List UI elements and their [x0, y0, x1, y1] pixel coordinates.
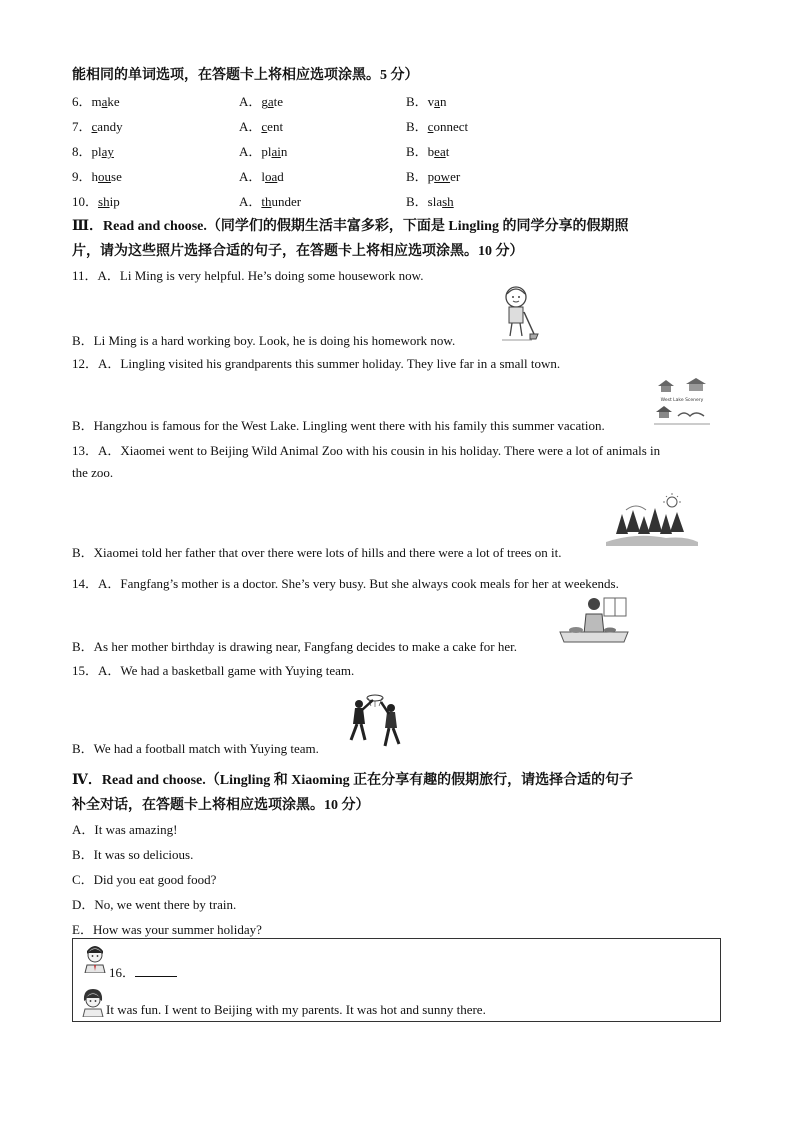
phonics-item-6 [72, 91, 120, 110]
question-number: 9． [72, 169, 92, 184]
dialog-reply: It was fun. I went to Beijing with my parents. It was hot and sunny there. [106, 1002, 486, 1017]
word-part: under [271, 194, 302, 209]
dialog-line-16 [109, 962, 177, 981]
underlined-sound: a [434, 94, 440, 109]
section4-title-line1: Ⅳ．Read and choose.（Lingling 和 Xiaoming 正在分享有趣的假期旅行，请选择合适的句子 [72, 773, 634, 788]
underlined-sound: ow [434, 169, 451, 184]
q14-option-b: B．As her mother birthday is drawing near, Fangfang decides to make a cake for her. [72, 639, 517, 654]
word-part: B．b [406, 144, 435, 159]
option-d: D．No, we went there by train. [72, 897, 237, 912]
option-a-6 [239, 91, 283, 110]
q14-option-a: 14．A．Fangfang’s mother is a doctor. She’s very busy. But she always cook meals for her at weekends. [72, 576, 619, 591]
q13-option-b: B．Xiaomei told her father that over there were lots of hills and there were a lot of trees on it. [72, 545, 562, 560]
west-lake-icon [654, 376, 710, 428]
q12-option-a: 12．A．Lingling visited his grandparents this summer holiday. They live far in a small town. [72, 356, 561, 371]
phonics-item-9 [72, 166, 122, 185]
word-part: n [280, 144, 288, 159]
word-part: B．v [406, 94, 435, 109]
phonics-item-10 [72, 191, 120, 210]
q12-option-b: B．Hangzhou is famous for the West Lake. Lingling went there with his family this summer vacation. [72, 418, 605, 433]
option-b-7 [406, 116, 468, 135]
word-part: ke [107, 94, 120, 109]
word-part: A． [239, 119, 262, 134]
underlined-sound: ai [271, 144, 281, 159]
option-b: B．It was so delicious. [72, 847, 194, 862]
word-part: d [277, 169, 284, 184]
option-a-8 [239, 141, 287, 160]
question-number: 8． [72, 144, 92, 159]
section3-title-line1: Ⅲ．Read and choose.（同学们的假期生活丰富多彩，下面是 Lingling 的同学分享的假期照 [72, 219, 629, 234]
word-part: m [91, 94, 102, 109]
underlined-sound: a [267, 94, 274, 109]
word-part: A．g [239, 94, 268, 109]
section4-title-line2: 补全对话，在答题卡上将相应选项涂黑。10 分） [72, 798, 370, 813]
boy-sweeping-icon [494, 284, 540, 342]
question-number: 10． [72, 194, 99, 209]
underlined-sound: sh [98, 194, 110, 209]
underlined-sound: ea [434, 144, 446, 159]
word-part: A．l [239, 169, 266, 184]
word-part: A． [239, 194, 262, 209]
underlined-sound: oa [265, 169, 278, 184]
word-part: se [111, 169, 122, 184]
option-a-10 [239, 191, 301, 210]
option-e: E．How was your summer holiday? [72, 922, 262, 937]
option-a: A．It was amazing! [72, 822, 178, 837]
option-c: C．Did you eat good food? [72, 872, 217, 887]
underlined-sound: ou [98, 169, 112, 184]
word-part: ip [109, 194, 120, 209]
word-part: B． [406, 119, 428, 134]
word-part: A．pl [239, 144, 272, 159]
underlined-sound: c [427, 119, 434, 134]
option-b-9 [406, 166, 460, 185]
boy-avatar [83, 943, 107, 973]
q13-option-a-cont: the zoo. [72, 465, 114, 480]
underlined-sound: th [261, 194, 272, 209]
question-number: 7． [72, 119, 92, 134]
section-instruction: 能相同的单词选项，在答题卡上将相应选项涂黑。5 分） [72, 68, 419, 83]
word-part: pl [91, 144, 102, 159]
underlined-sound: c [91, 119, 98, 134]
word-part: B．p [406, 169, 435, 184]
option-b-10 [406, 191, 454, 210]
q15-option-b: B．We had a football match with Yuying team. [72, 741, 319, 756]
word-part: er [450, 169, 461, 184]
question-number-16: 16． [109, 965, 136, 980]
word-part: h [91, 169, 99, 184]
q11-option-b: B．Li Ming is a hard working boy. Look, he is doing his homework now. [72, 333, 456, 348]
underlined-sound: c [261, 119, 268, 134]
option-a-9 [239, 166, 284, 185]
dialog-box [72, 938, 721, 1022]
option-b-6 [406, 91, 446, 110]
word-part: onnect [433, 119, 469, 134]
word-part: ent [267, 119, 284, 134]
girl-avatar [81, 987, 105, 1017]
q11-option-a: 11．A．Li Ming is very helpful. He’s doing some housework now. [72, 268, 424, 283]
underlined-sound: sh [442, 194, 454, 209]
word-part: t [445, 144, 450, 159]
underlined-sound: ay [101, 144, 114, 159]
basketball-players-icon [345, 690, 409, 750]
option-b-8 [406, 141, 449, 160]
word-part: te [273, 94, 284, 109]
question-number: 6． [72, 94, 92, 109]
word-part: n [439, 94, 447, 109]
woman-cooking-icon [558, 594, 630, 648]
phonics-item-7 [72, 116, 123, 135]
phonics-item-8 [72, 141, 114, 160]
section3-title-line2: 片，请为这些照片选择合适的句子，在答题卡上将相应选项涂黑。10 分） [72, 244, 524, 259]
q13-option-a: 13．A．Xiaomei went to Beijing Wild Animal Zoo with his cousin in his holiday. There were a lot of animals in [72, 443, 661, 458]
answer-blank-16[interactable] [135, 964, 177, 977]
word-part: B．sla [406, 194, 443, 209]
west-lake-caption: West Lake Scenery [660, 398, 704, 403]
underlined-sound: a [101, 94, 108, 109]
option-a-7 [239, 116, 283, 135]
forest-hills-icon [606, 492, 698, 552]
q15-option-a: 15．A．We had a basketball game with Yuying team. [72, 663, 355, 678]
word-part: andy [97, 119, 123, 134]
